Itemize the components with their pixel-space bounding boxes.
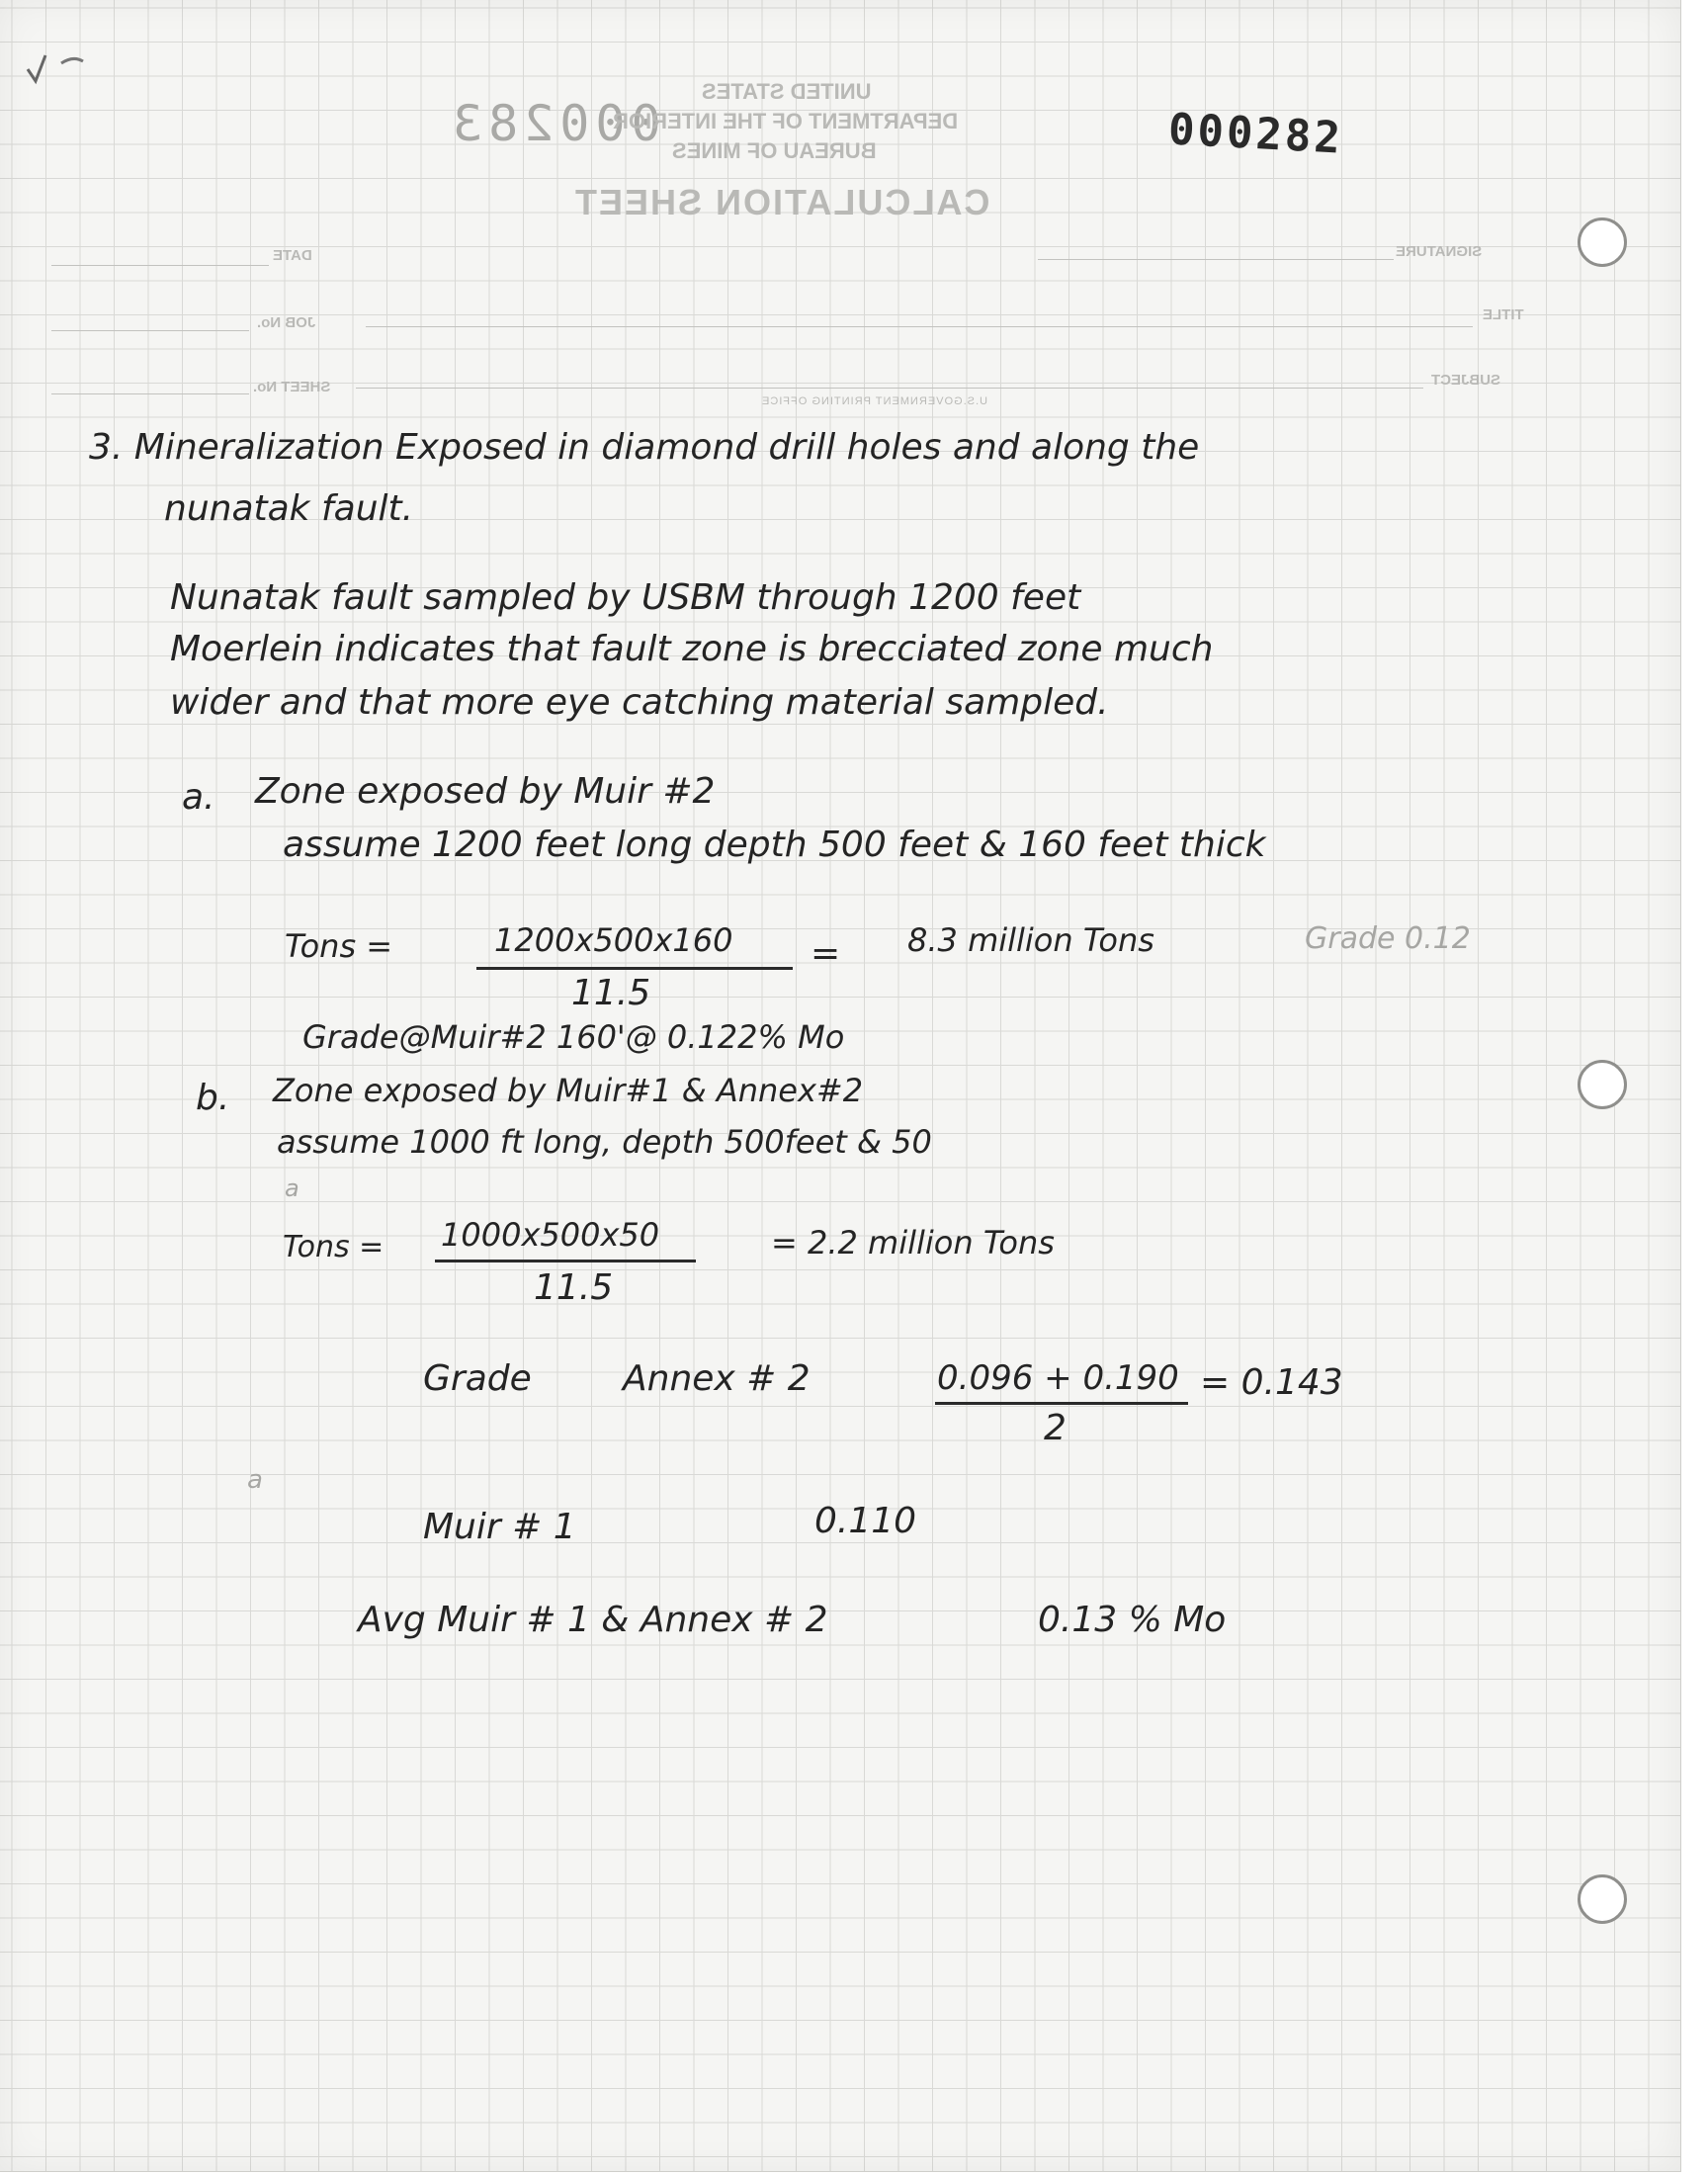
check-mark-icon (22, 49, 91, 85)
part-a-assumption: assume 1200 feet long depth 500 feet & 160 feet thick (283, 825, 1266, 865)
bleed-rule (51, 393, 249, 394)
binder-hole (1578, 1060, 1627, 1109)
grade-annex-numerator: 0.096 + 0.190 (937, 1358, 1179, 1398)
part-b-stray-mark: a (285, 1174, 299, 1202)
grade-label: Grade (423, 1358, 532, 1399)
bleed-printing-office: U.S.GOVERNMENT PRINTING OFFICE (761, 395, 988, 407)
grade-annex-fraction-bar (935, 1402, 1188, 1405)
part-a-result: 8.3 million Tons (907, 921, 1154, 959)
document-stamp-number: 000282 (1166, 104, 1345, 164)
part-b-tons-label: Tons = (283, 1230, 384, 1264)
grade-annex-label: Annex # 2 (623, 1358, 811, 1399)
bleed-subject-label: SUBJECT (1431, 372, 1501, 389)
part-b-numerator: 1000x500x50 (441, 1216, 660, 1254)
part-a-fraction-bar (476, 967, 793, 970)
part-b-result: = 2.2 million Tons (771, 1224, 1055, 1262)
binder-hole (1578, 218, 1627, 267)
bleed-rule (51, 330, 249, 331)
part-a-tons-label: Tons = (285, 927, 393, 965)
bleed-sheet-label: SHEET No. (253, 379, 331, 395)
section-heading-line1: 3. Mineralization Exposed in diamond drill holes and along the (89, 427, 1200, 468)
part-a-grade-note: Grade 0.12 (1305, 921, 1471, 956)
bleed-title-label: TITLE (1483, 306, 1524, 323)
bleed-form-number: 000283 (447, 95, 661, 152)
bleed-header-line1: UNITED STATES (702, 79, 872, 104)
bleed-signature-label: SIGNATURE (1396, 243, 1483, 260)
grade-annex-denominator: 2 (1044, 1408, 1067, 1448)
grade-average-value: 0.13 % Mo (1038, 1600, 1227, 1640)
paragraph-line1: Nunatak fault sampled by USBM through 1200 feet (170, 577, 1081, 618)
bleed-job-label: JOB No. (257, 314, 316, 331)
grade-average-label: Avg Muir # 1 & Annex # 2 (358, 1600, 828, 1640)
section-heading-line2: nunatak fault. (164, 488, 414, 529)
part-a-grade-line: Grade@Muir#2 160'@ 0.122% Mo (302, 1018, 845, 1056)
grade-muir1-value: 0.110 (814, 1501, 917, 1541)
bleed-header-title: CALCULATION SHEET (573, 182, 990, 222)
bleed-rule (356, 388, 1423, 389)
binder-hole (1578, 1874, 1627, 1924)
grade-stray-mark: a (247, 1465, 263, 1495)
part-a-denominator: 11.5 (571, 973, 651, 1013)
bleed-rule (51, 265, 269, 266)
paragraph-line2: Moerlein indicates that fault zone is brecciated zone much (170, 629, 1214, 669)
bleed-header-line3: BUREAU OF MINES (672, 138, 877, 163)
part-b-assumption: assume 1000 ft long, depth 500feet & 50 (277, 1123, 932, 1161)
bleed-rule (1038, 259, 1394, 260)
part-a-equals: = (811, 933, 841, 974)
grade-muir1-label: Muir # 1 (423, 1507, 576, 1547)
part-a-numerator: 1200x500x160 (494, 921, 733, 959)
part-b-label: b. (196, 1078, 230, 1118)
paragraph-line3: wider and that more eye catching material sampled. (170, 682, 1109, 723)
bleed-date-label: DATE (273, 247, 312, 264)
part-b-fraction-bar (435, 1260, 696, 1262)
bleed-rule (366, 326, 1473, 327)
part-b-title: Zone exposed by Muir#1 & Annex#2 (273, 1072, 864, 1109)
part-a-label: a. (182, 777, 215, 818)
grade-annex-result: = 0.143 (1200, 1362, 1343, 1403)
bleed-header-line2: DEPARTMENT OF THE INTERIOR (613, 109, 959, 133)
part-a-title: Zone exposed by Muir #2 (255, 771, 716, 812)
part-b-denominator: 11.5 (534, 1267, 614, 1308)
